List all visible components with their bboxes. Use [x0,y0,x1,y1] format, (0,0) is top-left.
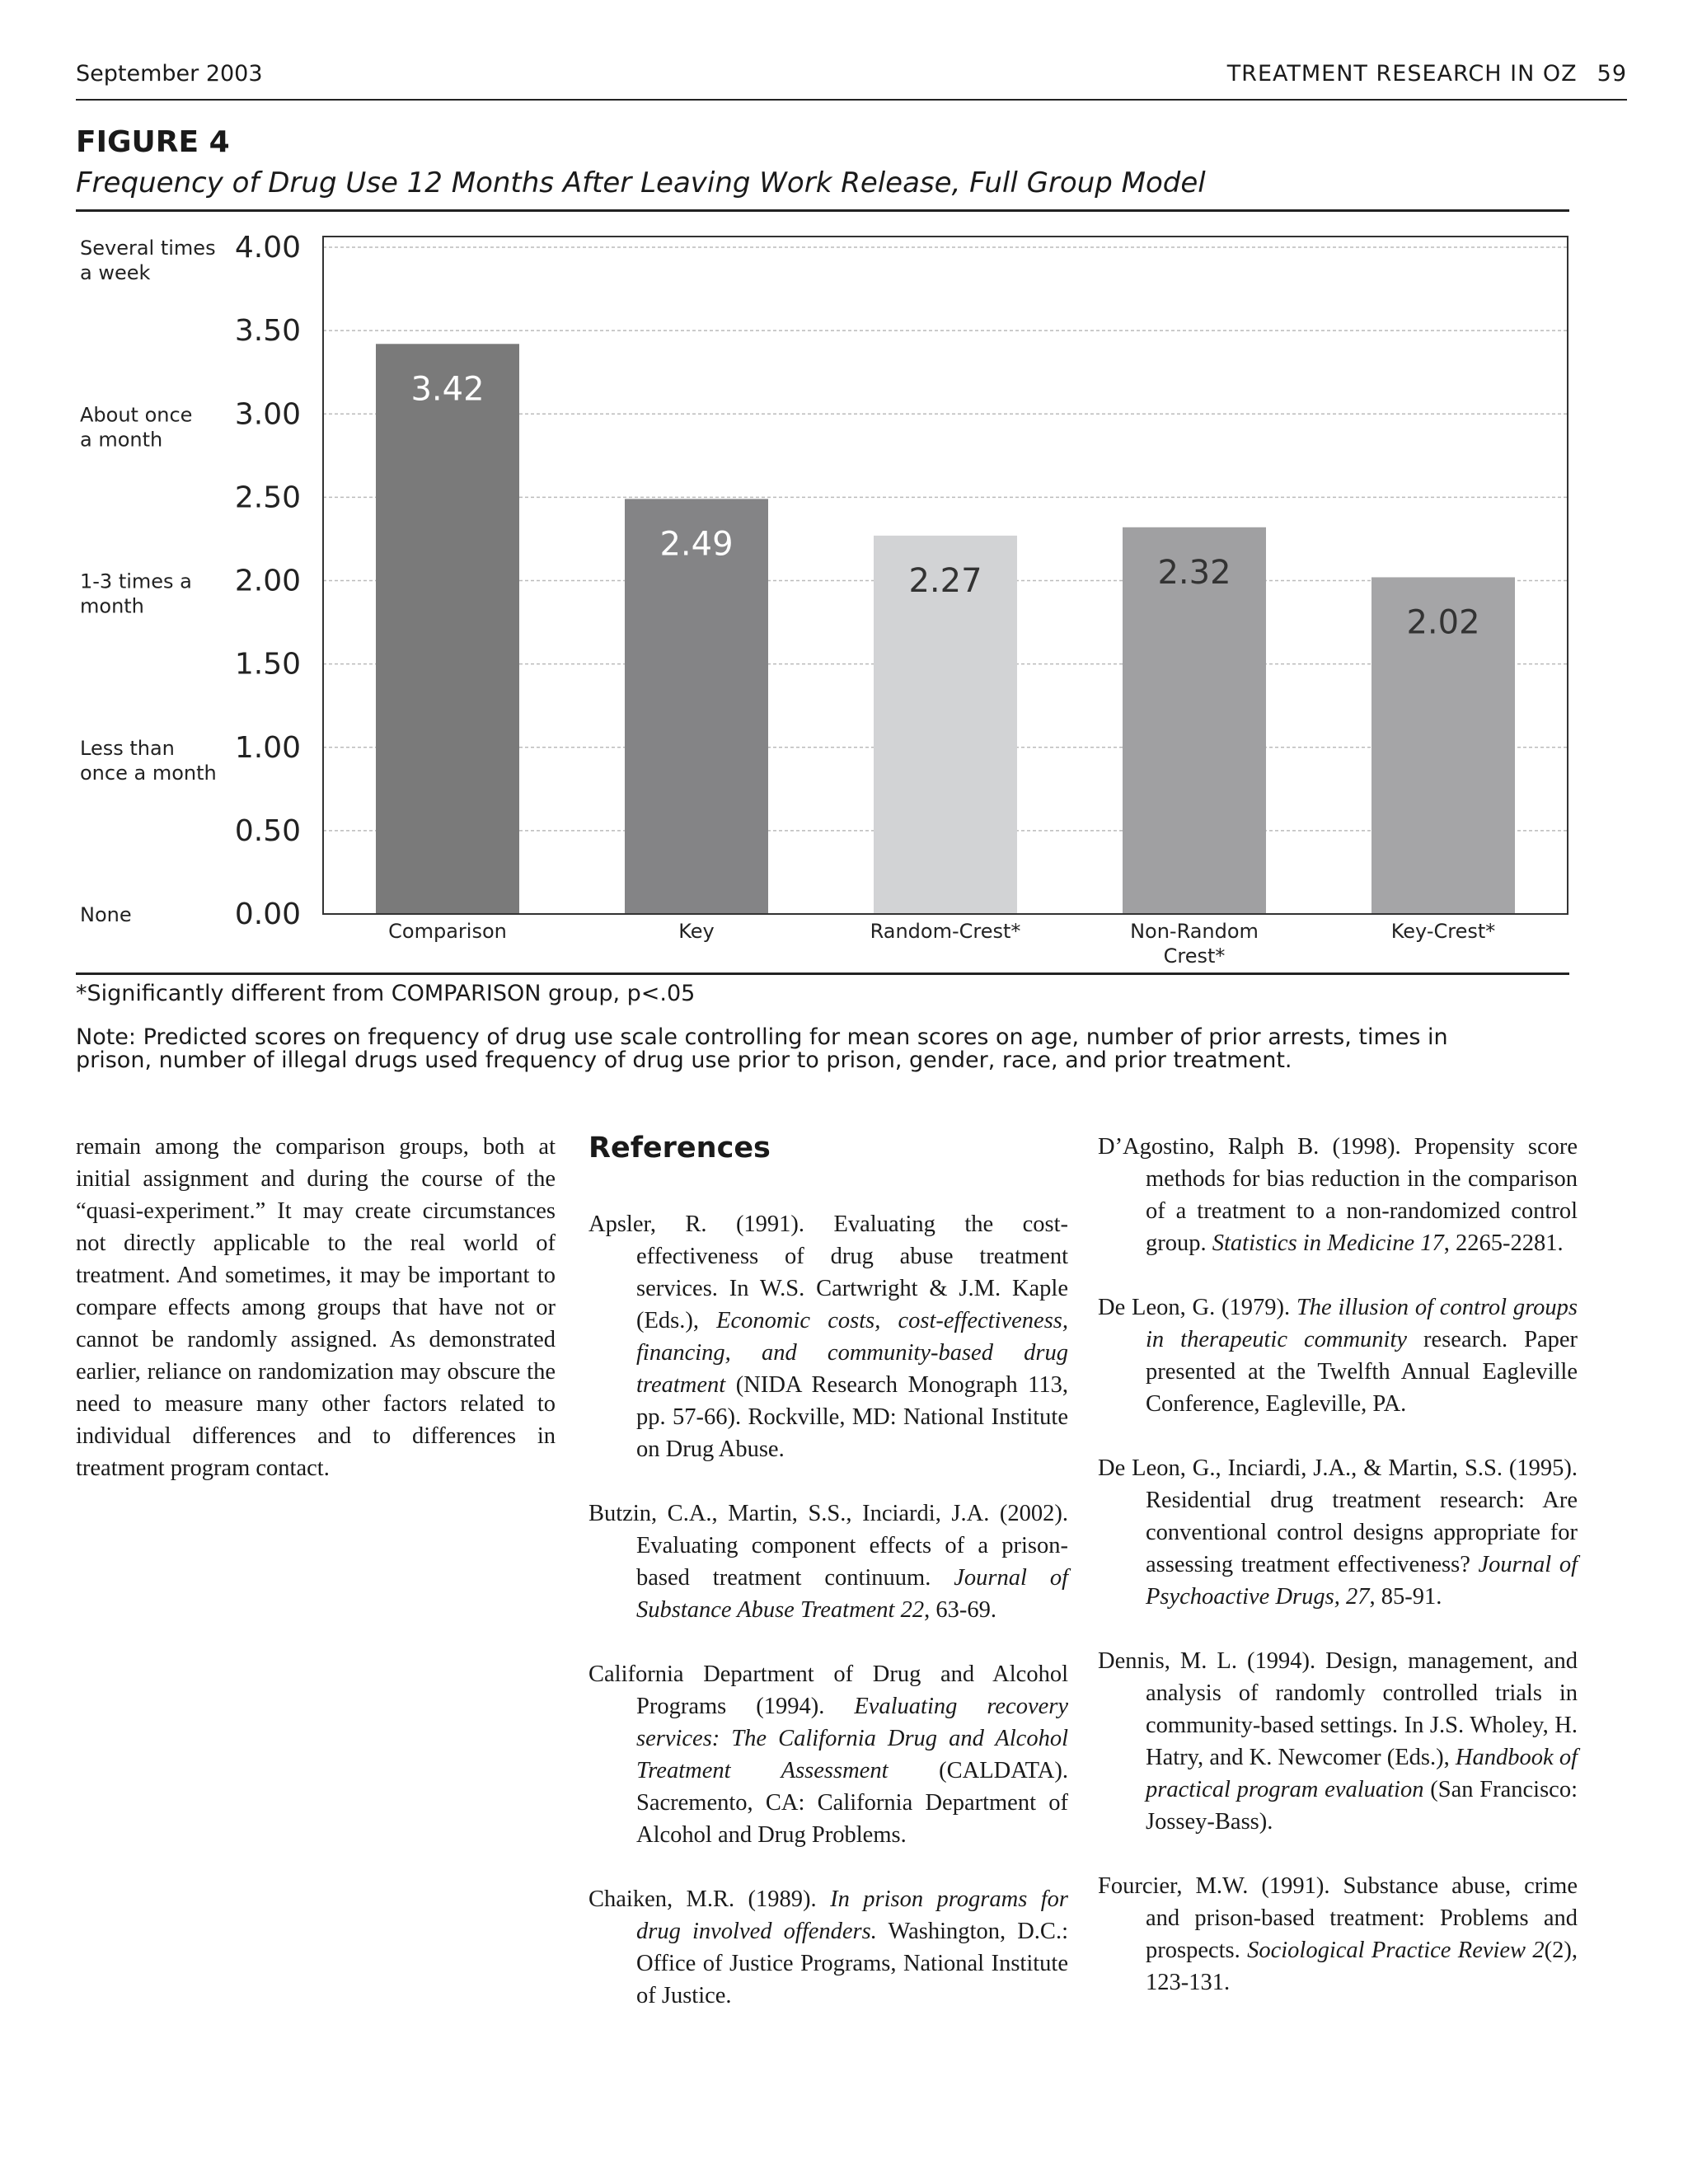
body-paragraph: remain among the comparison groups, both at initial assignment and during the course of the “quasi-experiment.” It may create circumstances not directly applicable to the real world of treatment. And sometimes, it may be important to compare effects among groups that have not or cannot be randomly assigned. As demonstrated earlier, reliance on randomization may obscure the need to measure many other factors related to individual differences and to differences in treatment program contact. [76,1134,556,1481]
body-column-left [76,1131,556,1484]
category-label: Key-Crest* [1390,920,1496,943]
y-tick-label: 2.50 [234,480,301,515]
reference-item: D’Agostino, Ralph B. (1998). Propensity score methods for bias reduction in the comparison of a treatment to a non-randomized control group. Statistics in Medicine 17, 2265-2281. [1098,1134,1578,1256]
category-label: Non-Random Crest* [1130,920,1259,968]
y-axis-scale-labels [80,237,217,926]
reference-item: De Leon, G., Inciardi, J.A., & Martin, S.S. (1995). Residential drug treatment research: Are conventional control designs appropriate for assessing treatment effectiveness? Journal of Psychoactive Drugs, 27, 85-91. [1098,1455,1578,1610]
figure-bottom-rule [76,972,1569,975]
bar-value-label: 2.49 [659,525,734,564]
y-tick-label: 1.50 [234,647,301,682]
bar-value-label: 2.02 [1406,603,1480,642]
y-tick-label: 1.00 [234,730,301,765]
bar-value-label: 3.42 [410,370,485,409]
reference-item: Butzin, C.A., Martin, S.S., Inciardi, J.A. (2002). Evaluating component effects of a prison-based treatment continuum. Journal of Substance Abuse Treatment 22, 63-69. [588,1501,1068,1623]
y-tick-label: 3.50 [234,314,301,349]
frequency-scale-label: None [80,903,132,926]
y-tick-label: 0.00 [234,898,301,931]
figure-label: FIGURE 4 [76,125,230,159]
reference-item: Fourcier, M.W. (1991). Substance abuse, crime and prison-based treatment: Problems and prospects. Sociological Practice Review 2(2), 123-131. [1098,1873,1578,1995]
reference-item: Dennis, M. L. (1994). Design, management, and analysis of randomly controlled trials in community-based settings. In J.S. Wholey, H. Hatry, and K. Newcomer (Eds.), Handbook of practical program evaluation (San Francisco: Jossey-Bass). [1098,1648,1578,1835]
frequency-scale-label: About once a month [80,403,193,452]
x-axis-categories [388,920,1495,968]
references-heading: References [588,1132,771,1165]
category-label: Random-Crest* [870,920,1021,943]
category-label: Key [678,920,715,943]
category-label: Comparison [388,920,507,943]
frequency-scale-label: 1-3 times a month [80,569,192,618]
bar-value-label: 2.32 [1157,553,1231,592]
bars [376,344,1515,914]
significance-note: *Significantly different from COMPARISON group, p<.05 [76,981,696,1006]
reference-item: Apsler, R. (1991). Evaluating the cost-effectiveness of drug abuse treatment services. In W.S. Cartwright & J.M. Kaple (Eds.), Economic costs, cost-effectiveness, financing, and community-based drug treatment (NIDA Research Monograph 113, pp. 57-66). Rockville, MD: National Institute on Drug Abuse. [588,1212,1068,1462]
y-tick-label: 0.50 [234,813,301,848]
frequency-scale-label: Several times a week [80,237,216,284]
reference-item: Chaiken, M.R. (1989). In prison programs for drug involved offenders. Washington, D.C.: Office of Justice Programs, National Institute of Justice. [588,1886,1068,2008]
bar-chart [0,0,1688,972]
y-tick-label: 2.00 [234,564,301,598]
y-tick-label: 3.00 [234,397,301,432]
references-column-middle [588,1131,1068,2044]
y-axis-ticks [235,231,301,931]
bar-value-label: 2.27 [908,561,982,600]
y-tick-label: 4.00 [234,231,301,265]
journal-name: TREATMENT RESEARCH IN OZ [1226,61,1578,87]
figure-note: Note: Predicted scores on frequency of drug use scale controlling for mean scores on age, number of prior arrests, times in prison, number of illegal drugs used frequency of drug use prior to prison, gender, race, and prior treatment. [76,1024,1448,1073]
references-column-right [1098,1131,1578,2031]
figure-title: Frequency of Drug Use 12 Months After Leaving Work Release, Full Group Model [76,166,1206,199]
reference-item: California Department of Drug and Alcohol Programs (1994). Evaluating recovery services: The California Drug and Alcohol Treatment Assessment (CALDATA). Sacremento, CA: California Department of Alcohol and Drug Problems. [588,1661,1068,1848]
frequency-scale-label: Less than once a month [80,736,217,785]
issue-date: September 2003 [76,61,263,87]
page-number: 59 [1597,61,1627,87]
bar [376,344,519,914]
reference-item: De Leon, G. (1979). The illusion of control groups in therapeutic community research. Paper presented at the Twelfth Annual Eagleville Conference, Eagleville, PA. [1098,1295,1578,1417]
